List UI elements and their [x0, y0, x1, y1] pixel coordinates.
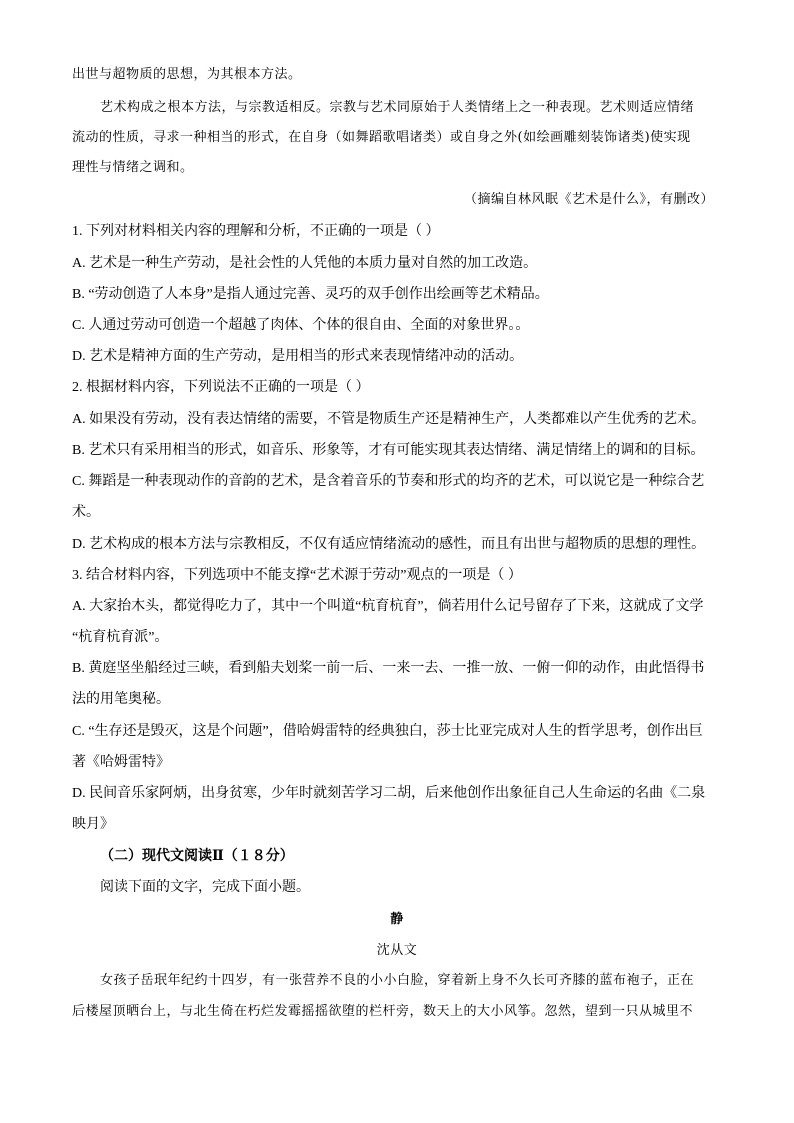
- option-d: D. 艺术构成的根本方法与宗教相反，不仅有适应情绪流动的感性，而且有出世与超物质的思想的理性。: [72, 537, 706, 552]
- option-b-continued: 法的用笔奥秘。: [72, 692, 170, 707]
- option-d-continued: 映月》: [72, 817, 114, 832]
- article-author: 沈从文: [376, 943, 418, 958]
- option-c-continued: 著《哈姆雷特》: [72, 755, 170, 770]
- question-stem: 3. 结合材料内容，下列选项中不能支撑“艺术源于劳动”观点的一项是（ ）: [72, 568, 522, 583]
- question-stem: 1. 下列对材料相关内容的理解和分析，不正确的一项是（ ）: [72, 224, 440, 239]
- option-b: B. “劳动创造了人本身”是指人通过完善、灵巧的双手创作出绘画等艺术精品。: [72, 287, 549, 302]
- passage-paragraph-line: 艺术构成之根本方法，与宗教适相反。宗教与艺术同原始于人类情绪上之一种表现。艺术则适应情绪: [100, 100, 695, 115]
- option-d: D. 民间音乐家阿炳，出身贫寒，少年时就刻苦学习二胡，后来他创作出象征自己人生命运的名曲《二泉: [72, 786, 706, 801]
- passage-paragraph-line: 理性与情绪之调和。: [72, 160, 194, 175]
- option-a: A. 大家抬木头，都觉得吃力了，其中一个叫道“杭育杭育”，倘若用什么记号留存了下来，这就成了文学: [72, 599, 704, 614]
- option-a: A. 艺术是一种生产劳动，是社会性的人凭他的本质力量对自然的加工改造。: [72, 256, 538, 271]
- passage-paragraph-line: 流动的性质，寻求一种相当的形式，在自身（如舞蹈歌唱诸类）或自身之外(如绘画雕刻装饰诸类)使实现: [72, 130, 691, 145]
- article-body-line: 后楼屋顶晒台上，与北生倚在朽烂发霉摇摇欲堕的栏杆旁，数天上的大小风筝。忽然，望到一只从城里不: [72, 1004, 694, 1019]
- passage-line: 出世与超物质的思想，为其根本方法。: [72, 67, 302, 82]
- option-c: C. “生存还是毁灭，这是个问题”，借哈姆雷特的经典独白，莎士比亚完成对人生的哲学思考，创作出巨: [72, 724, 703, 739]
- source-citation: （摘编自林风眠《艺术是什么》，有删改）: [463, 192, 714, 207]
- option-c: C. 舞蹈是一种表现动作的音韵的艺术，是含着音乐的节奏和形式的均齐的艺术，可以说它是一种综合艺: [72, 474, 705, 489]
- article-title: 静: [390, 912, 404, 927]
- instruction-text: 阅读下面的文字，完成下面小题。: [100, 880, 310, 895]
- option-c: C. 人通过劳动可创造一个超越了肉体、个体的很自由、全面的对象世界。。: [72, 318, 530, 333]
- option-a: A. 如果没有劳动，没有表达情绪的需要，不管是物质生产还是精神生产，人类都难以产生优秀的艺术。: [72, 412, 706, 427]
- section-heading: （二）现代文阅读Ⅱ（１８分）: [100, 849, 294, 864]
- article-body-line: 女孩子岳珉年纪约十四岁，有一张营养不良的小小白脸，穿着新上身不久长可齐膝的蓝布袍子，正在: [100, 973, 695, 988]
- question-stem: 2. 根据材料内容，下列说法不正确的一项是（ ）: [72, 380, 370, 395]
- option-d: D. 艺术是精神方面的生产劳动，是用相当的形式来表现情绪冲动的活动。: [72, 349, 524, 364]
- option-c-continued: 术。: [72, 505, 100, 520]
- option-b: B. 艺术只有采用相当的形式，如音乐、形象等，才有可能实现其表达情绪、满足情绪上的调和的目标。: [72, 443, 705, 458]
- option-a-continued: “杭育杭育派”。: [72, 630, 169, 645]
- option-b: B. 黄庭坚坐船经过三峡，看到船夫划桨一前一后、一来一去、一推一放、一俯一仰的动作，由此悟得书: [72, 661, 705, 676]
